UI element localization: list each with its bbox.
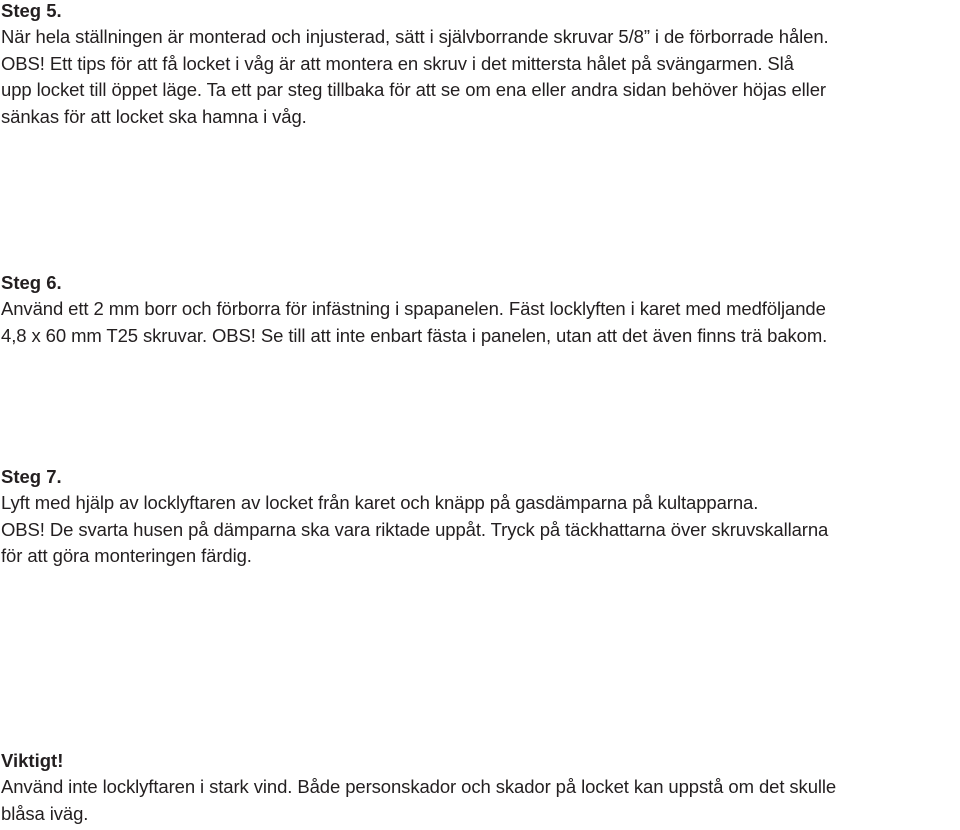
- important-section: [1, 748, 959, 827]
- step-6-text: [1, 296, 959, 349]
- step-6-line: Använd ett 2 mm borr och förborra för infästning i spapanelen. Fäst locklyften i karet med medföljande: [1, 298, 826, 319]
- important-heading: Viktigt!: [1, 750, 64, 771]
- step-5-line: upp locket till öppet läge. Ta ett par steg tillbaka för att se om ena eller andra sidan behöver höjas eller: [1, 79, 826, 100]
- step-7-line: för att göra monteringen färdig.: [1, 545, 252, 566]
- important-line: blåsa iväg.: [1, 802, 89, 824]
- step-7-text: [1, 490, 959, 570]
- step-5-line: När hela ställningen är monterad och injusterad, sätt i självborrande skruvar 5/8” i de förborrade hålen.: [1, 26, 829, 47]
- step-5-section: [1, 0, 959, 130]
- important-text: [1, 774, 959, 827]
- step-7-heading: Steg 7.: [1, 466, 62, 487]
- step-7-line: Lyft med hjälp av locklyftaren av locket från karet och knäpp på gasdämparna på kultapparna.: [1, 492, 759, 513]
- step-5-line: sänkas för att locket ska hamna i våg.: [1, 105, 307, 127]
- step-7-section: [1, 464, 959, 570]
- step-5-text: [1, 24, 959, 130]
- step-5-heading: Steg 5.: [1, 0, 62, 21]
- step-6-section: [1, 270, 959, 349]
- step-6-line: 4,8 x 60 mm T25 skruvar. OBS! Se till att inte enbart fästa i panelen, utan att det även finns trä bakom.: [1, 324, 828, 346]
- step-6-heading: Steg 6.: [1, 272, 62, 293]
- important-line: Använd inte locklyftaren i stark vind. Både personskador och skador på locket kan uppstå om det skulle: [1, 776, 837, 797]
- step-5-line: OBS! Ett tips för att få locket i våg är att montera en skruv i det mittersta hålet på svängarmen. Slå: [1, 52, 794, 74]
- step-7-line: OBS! De svarta husen på dämparna ska vara riktade uppåt. Tryck på täckhattarna över skruvskallarna: [1, 518, 829, 540]
